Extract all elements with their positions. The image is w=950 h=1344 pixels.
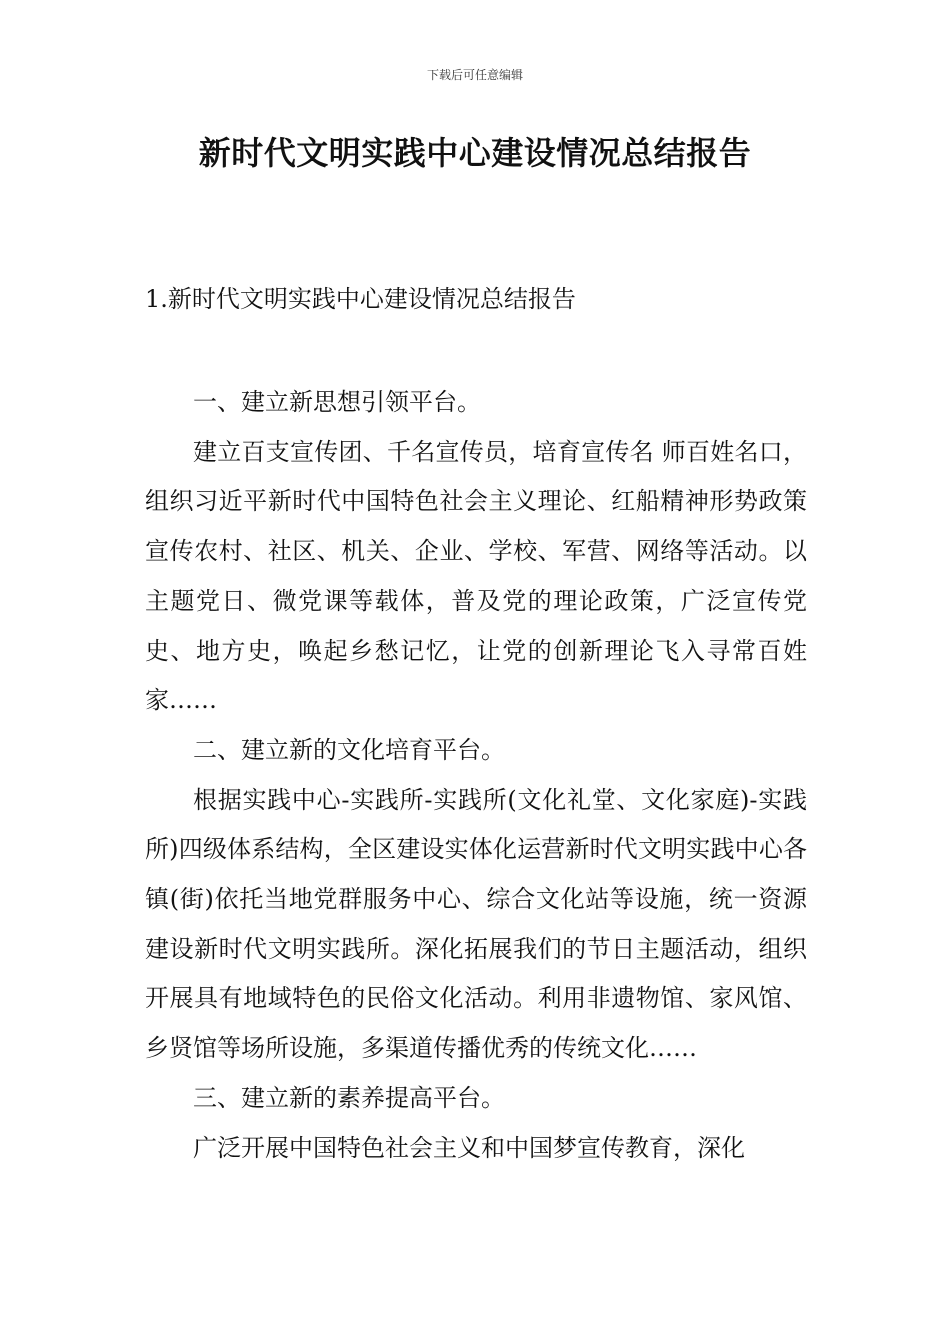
section-2-heading: 二、建立新的文化培育平台。 xyxy=(193,735,505,764)
document-title: 新时代文明实践中心建设情况总结报告 xyxy=(198,134,752,172)
section-1-paragraph: 建立百支宣传团、千名宣传员，培育宣传名 师百姓名口，组织习近平新时代中国特色社会主义理论、红船精神形势政策宣传农村、社区、机关、企业、学校、军营、网络等活动。以主题党日、微党课等载体，普及党的理论政策，广泛宣传党史、地方史，唤起乡愁记忆，让党的创新理论飞入寻常百姓家…… xyxy=(145,437,807,715)
document-body xyxy=(145,378,807,1173)
section-3-heading: 三、建立新的素养提高平台。 xyxy=(193,1083,505,1112)
section-3-paragraph: 广泛开展中国特色社会主义和中国梦宣传教育，深化 xyxy=(193,1133,745,1162)
report-subheading: 1.新时代文明实践中心建设情况总结报告 xyxy=(145,285,576,313)
header-note: 下载后可任意编辑 xyxy=(426,68,523,82)
section-1-heading: 一、建立新思想引领平台。 xyxy=(193,388,481,416)
section-2-paragraph: 根据实践中心-实践所-实践所(文化礼堂、文化家庭)-实践所)四级体系结构，全区建设实体化运营新时代文明实践中心各镇(街)依托当地党群服务中心、综合文化站等设施，统一资源建设新时代文明实践所。深化拓展我们的节日主题活动，组织开展具有地域特色的民俗文化活动。利用非遗物馆、家风馆、乡贤馆等场所设施，多渠道传播优秀的传统文化…… xyxy=(145,785,807,1063)
